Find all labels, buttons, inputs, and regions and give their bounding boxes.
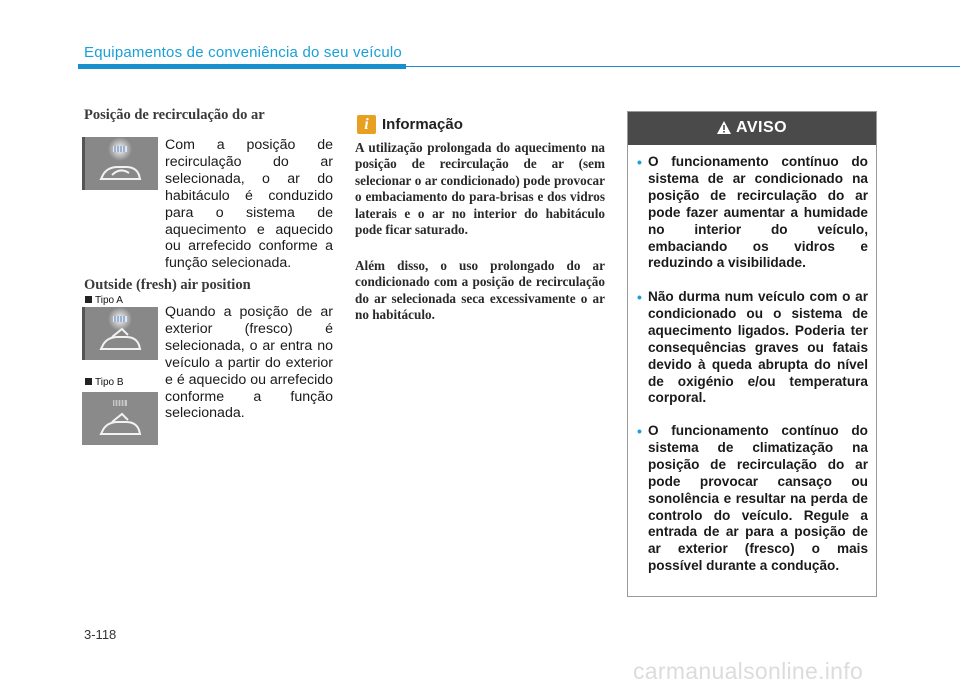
fresh-air-button-type-a-icon	[82, 307, 158, 360]
recirculation-section-title: Posição de recirculação do ar	[84, 107, 265, 123]
bullet-dot-icon: •	[637, 423, 642, 439]
warning-title: AVISO	[736, 119, 788, 136]
square-bullet-icon	[85, 296, 92, 303]
air-recirculation-button-icon	[82, 137, 158, 190]
warning-item: • O funcionamento contínuo do sistema de ar condicionado na posição de recirculação do ar pode fazer aumentar a humidade no interior do veículo, embaciando os vidros e reduzindo a visibilidade.	[637, 154, 868, 271]
page-number: 3-118	[84, 627, 117, 642]
outside-air-description: Quando a posição de ar exterior (fresco) é selecionada, o ar entra no veículo a partir do exterior e é aquecido ou arrefecido conforme a função selecionada.	[165, 304, 334, 422]
bullet-dot-icon: •	[637, 289, 642, 305]
type-b-label: Tipo B	[85, 377, 124, 388]
square-bullet-icon	[85, 378, 92, 385]
watermark-url: carmanualsonline.info	[633, 658, 864, 684]
fresh-air-button-type-b-icon	[82, 392, 158, 445]
information-icon: i	[357, 115, 376, 134]
outside-air-section-title: Outside (fresh) air position	[84, 277, 251, 293]
warning-item: • O funcionamento contínuo do sistema de climatização na posição de recirculação do ar pode provocar cansaço ou sonolência e resultar na perda de controlo do veículo. Regule a entrada de ar para a posição de ar exterior (fresco) o mais possível durante a condução.	[637, 423, 868, 574]
type-a-label: Tipo A	[85, 295, 123, 306]
warning-item: • Não durma num veículo com o ar condicionado ou o sistema de aquecimento ligados. Poderia ter consequências graves ou fatais devido à queda abrupta do nível de oxigénio e/ou temperatura corporal.	[637, 289, 868, 406]
header-rule	[406, 66, 960, 67]
recirculation-description: Com a posição de recirculação do ar selecionada, o ar do habitáculo é conduzido para o sistema de aquecimento e aquecido ou arrefecido conforme a função selecionada.	[165, 137, 333, 272]
warning-header	[628, 112, 876, 145]
information-paragraph-1: A utilização prolongada do aquecimento na posição de recirculação de ar (sem selecionar o ar condicionado) pode provocar o embaciamento do para-brisas e dos vidros laterais e o ar no interior do habitáculo pode ficar saturado.	[355, 140, 605, 238]
bullet-dot-icon: •	[637, 154, 642, 170]
chapter-title: Equipamentos de conveniência do seu veículo	[84, 44, 402, 61]
warning-box	[627, 111, 877, 597]
information-title: Informação	[382, 116, 463, 133]
header-accent-bar	[78, 64, 406, 69]
information-paragraph-2: Além disso, o uso prolongado do ar condicionado com a posição de recirculação do ar selecionada seca excessivamente o ar no habitáculo.	[355, 258, 605, 323]
warning-triangle-icon	[716, 120, 732, 135]
